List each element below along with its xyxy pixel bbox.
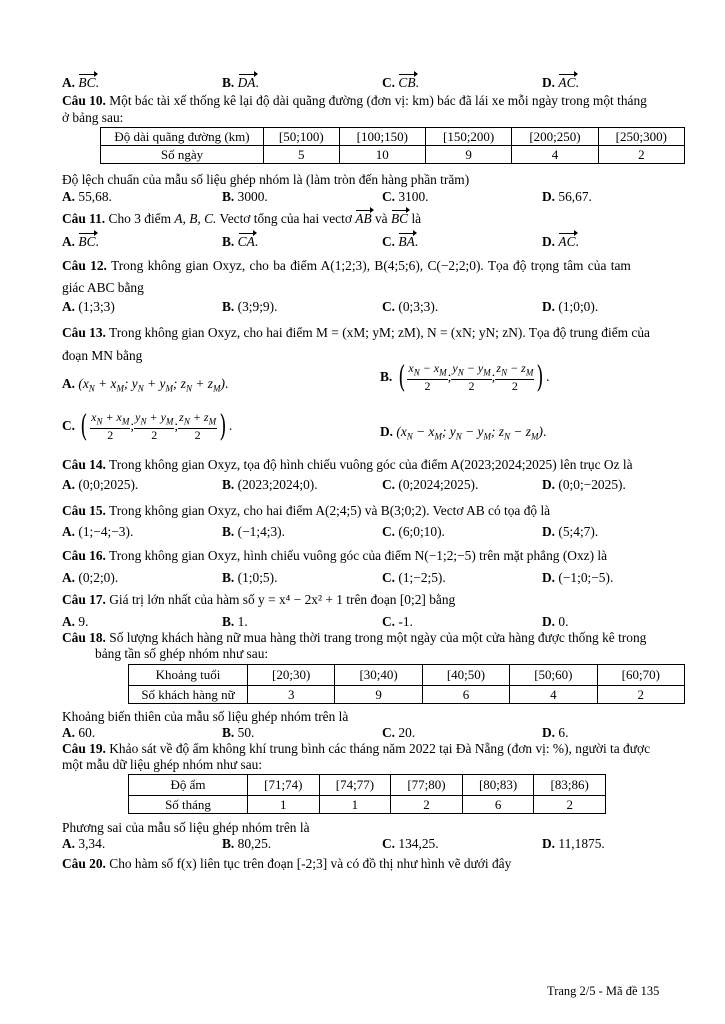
q18-val: 4 [510,686,597,704]
q17-option-a: A. 9. [62,614,89,629]
q10-col: [50;100) [264,128,340,146]
q9-option-c: C. CB. [382,75,419,90]
q12-option-b: B. (3;9;9). [222,299,278,314]
q18-col: [30;40) [335,665,422,686]
q11-option-c: C. BA. [382,234,419,249]
q14-text: Câu 14. Trong không gian Oxyz, tọa độ hình chiếu vuông góc của điểm A(2023;2024;2025) lên trục Oz là [62,457,633,472]
q13-option-d: D. ($x_N - x_M$; $y_N - y_M$; $z_N - z_M$). [380,424,547,442]
q19-option-c: C. 134,25. [382,836,439,851]
q15-text: Câu 15. Trong không gian Oxyz, cho hai điểm A(2;4;5) và B(3;0;2). Vectơ AB có tọa độ là [62,503,551,518]
q18-val: 6 [422,686,509,704]
q10-val: 10 [339,146,425,164]
q10-option-c: C. 3100. [382,189,429,204]
q19-table-row-label: Số tháng [129,796,248,814]
q18-text: Câu 18. Số lượng khách hàng nữ mua hàng thời trang trong một ngày của một cửa hàng được thống kê trong [62,630,647,645]
q17-option-d: D. 0. [542,614,569,629]
q20-text: Câu 20. Cho hàm số f(x) liên tục trên đoạn [-2;3] và có đồ thị như hình vẽ dưới đây [62,856,512,871]
q18-val: 2 [597,686,684,704]
q19-table [128,774,606,814]
q10-val: 2 [598,146,684,164]
q19-val: 1 [248,796,320,814]
q18-table-header: Khoảng tuổi [129,665,248,686]
q19-col: [71;74) [248,775,320,796]
q14-option-a: A. (0;0;2025). [62,477,139,492]
q13-option-b: B. ( $\frac{x_N - x_M}{2}$ ; $\frac{y_N - y_M}{2}$ ; $\frac{z_N - z_M}{2}$ ) . [380,359,550,395]
q15-option-d: D. (5;4;7). [542,524,599,539]
q14-option-d: D. (0;0;−2025). [542,477,626,492]
q18-val: 9 [335,686,422,704]
q10-text: Câu 10. Một bác tài xế thống kê lại độ dài quãng đường (đơn vị: km) bác đã lái xe mỗi ngày trong một tháng [62,93,647,108]
q18-col: [20;30) [248,665,335,686]
q13-option-a: A. ($x_N + x_M$; $y_N + y_M$; $z_N + z_M$). [62,376,229,394]
q18-option-b: B. 50. [222,725,255,740]
page-footer: Trang 2/5 - Mã đề 135 [547,984,660,998]
q19-col: [83;86) [534,775,606,796]
q18-option-d: D. 6. [542,725,569,740]
q12-text: Câu 12. Trong không gian Oxyz, cho ba điểm A(1;2;3), B(4;5;6), C(−2;2;0). Tọa độ trọng tâm của tam [62,258,631,273]
q18-col: [60;70) [597,665,684,686]
q18-option-a: A. 60. [62,725,96,740]
q16-option-b: B. (1;0;5). [222,570,278,585]
q9-option-d: D. AC. [542,75,579,90]
q10-option-d: D. 56,67. [542,189,592,204]
q10-col: [150;200) [425,128,511,146]
q15-option-c: C. (6;0;10). [382,524,445,539]
q10-table [100,127,685,164]
q10-table-header: Độ dài quãng đường (km) [101,128,264,146]
q12-option-a: A. (1;3;3) [62,299,115,314]
q10-option-a: A. 55,68. [62,189,112,204]
q18-table [128,664,685,704]
q10-text-2: ở bảng sau: [62,110,124,125]
q10-after: Độ lệch chuẩn của mẫu số liệu ghép nhóm là (làm tròn đến hàng phần trăm) [62,172,470,187]
q19-val: 2 [534,796,606,814]
q19-text-2: một mẫu dữ liệu ghép nhóm như sau: [62,757,263,772]
q10-val: 4 [512,146,598,164]
q10-val: 9 [425,146,511,164]
q17-option-c: C. -1. [382,614,413,629]
q15-option-a: A. (1;−4;−3). [62,524,134,539]
q18-table-row-label: Số khách hàng nữ [129,686,248,704]
q19-val: 1 [319,796,391,814]
q18-after: Khoảng biến thiên của mẫu số liệu ghép nhóm trên là [62,709,349,724]
q19-val: 2 [391,796,463,814]
q19-table-header: Độ ẩm [129,775,248,796]
q11-option-a: A. BC. [62,234,99,249]
q12-text-2: giác ABC bằng [62,280,144,295]
q11-option-d: D. AC. [542,234,579,249]
q13-text: Câu 13. Trong không gian Oxyz, cho hai điểm M = (xM; yM; zM), N = (xN; yN; zN). Tọa độ trung điểm của [62,325,651,340]
q10-option-b: B. 3000. [222,189,268,204]
q18-val: 3 [248,686,335,704]
q17-text: Câu 17. Giá trị lớn nhất của hàm số y = x⁴ − 2x² + 1 trên đoạn [0;2] bằng [62,592,456,607]
q10-val: 5 [264,146,340,164]
q14-option-b: B. (2023;2024;0). [222,477,318,492]
q16-text: Câu 16. Trong không gian Oxyz, hình chiếu vuông góc của điểm N(−1;2;−5) trên mặt phẳng (Oxz) là [62,548,608,563]
q18-text-2: bảng tần số ghép nhóm như sau: [95,646,269,661]
q19-val: 6 [462,796,534,814]
q19-after: Phương sai của mẫu số liệu ghép nhóm trên là [62,820,310,835]
q11-text: Câu 11. Cho 3 điểm A, B, C. Vectơ tổng của hai vectơ AB và BC là [62,211,422,226]
q10-col: [250;300) [598,128,684,146]
q16-option-c: C. (1;−2;5). [382,570,446,585]
q19-col: [80;83) [462,775,534,796]
q19-text: Câu 19. Khảo sát về độ ẩm không khí trung bình các tháng năm 2022 tại Đà Nẵng (đơn vị: %), người ta được [62,741,651,756]
q19-col: [74;77) [319,775,391,796]
q18-col: [40;50) [422,665,509,686]
q10-table-row-label: Số ngày [101,146,264,164]
q9-option-a: A. BC. [62,75,99,90]
q17-option-b: B. 1. [222,614,248,629]
q11-option-b: B. CA. [222,234,259,249]
q14-option-c: C. (0;2024;2025). [382,477,479,492]
q15-option-b: B. (−1;4;3). [222,524,285,539]
q18-option-c: C. 20. [382,725,416,740]
q13-text-2: đoạn MN bằng [62,348,143,363]
q16-option-d: D. (−1;0;−5). [542,570,614,585]
q12-option-c: C. (0;3;3). [382,299,439,314]
q19-option-b: B. 80,25. [222,836,272,851]
q18-col: [50;60) [510,665,597,686]
q19-option-a: A. 3,34. [62,836,106,851]
q16-option-a: A. (0;2;0). [62,570,119,585]
q12-option-d: D. (1;0;0). [542,299,599,314]
q19-col: [77;80) [391,775,463,796]
q9-option-b: B. DA. [222,75,259,90]
q10-col: [100;150) [339,128,425,146]
q19-option-d: D. 11,1875. [542,836,605,851]
q10-col: [200;250) [512,128,598,146]
q13-option-c: C. ( $\frac{x_N + x_M}{2}$ ; $\frac{y_N + y_M}{2}$ ; $\frac{z_N + z_M}{2}$ ) . [62,408,233,444]
